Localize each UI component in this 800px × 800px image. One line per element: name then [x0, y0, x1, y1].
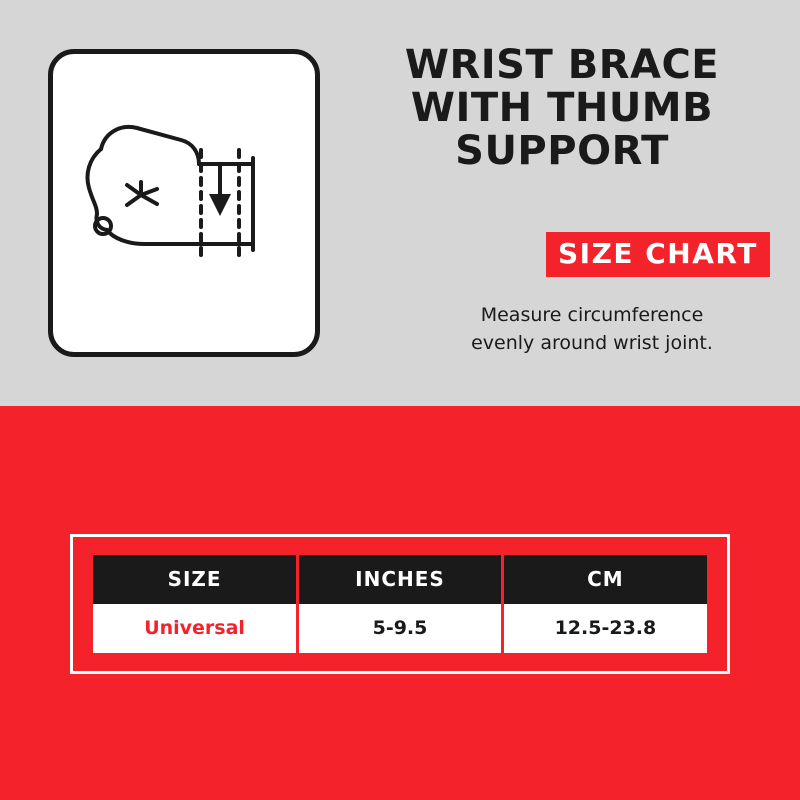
column-header-cm: CM — [502, 555, 707, 604]
cell-size: Universal — [93, 604, 298, 653]
table-row — [93, 604, 707, 653]
title-line-2: WITH THUMB — [410, 85, 714, 132]
instruction-text — [392, 302, 792, 357]
size-chart-badge: SIZE CHART — [546, 232, 770, 277]
cell-cm: 12.5-23.8 — [502, 604, 707, 653]
instruction-line-2: evenly around wrist joint. — [471, 331, 713, 354]
cell-inches: 5-9.5 — [298, 604, 503, 653]
table-header-row — [93, 555, 707, 604]
illustration-card — [48, 49, 320, 357]
hand-wrist-measure-illustration — [53, 54, 315, 352]
instruction-line-1: Measure circumference — [480, 304, 704, 326]
column-header-size: SIZE — [93, 555, 298, 604]
title-line-1: WRIST BRACE — [404, 42, 720, 88]
measure-arrow-icon — [209, 164, 231, 216]
column-header-inches: INCHES — [298, 555, 503, 604]
page-title — [352, 44, 772, 174]
size-table-container — [70, 534, 730, 674]
title-line-3: SUPPORT — [455, 128, 669, 175]
size-table — [93, 555, 707, 653]
